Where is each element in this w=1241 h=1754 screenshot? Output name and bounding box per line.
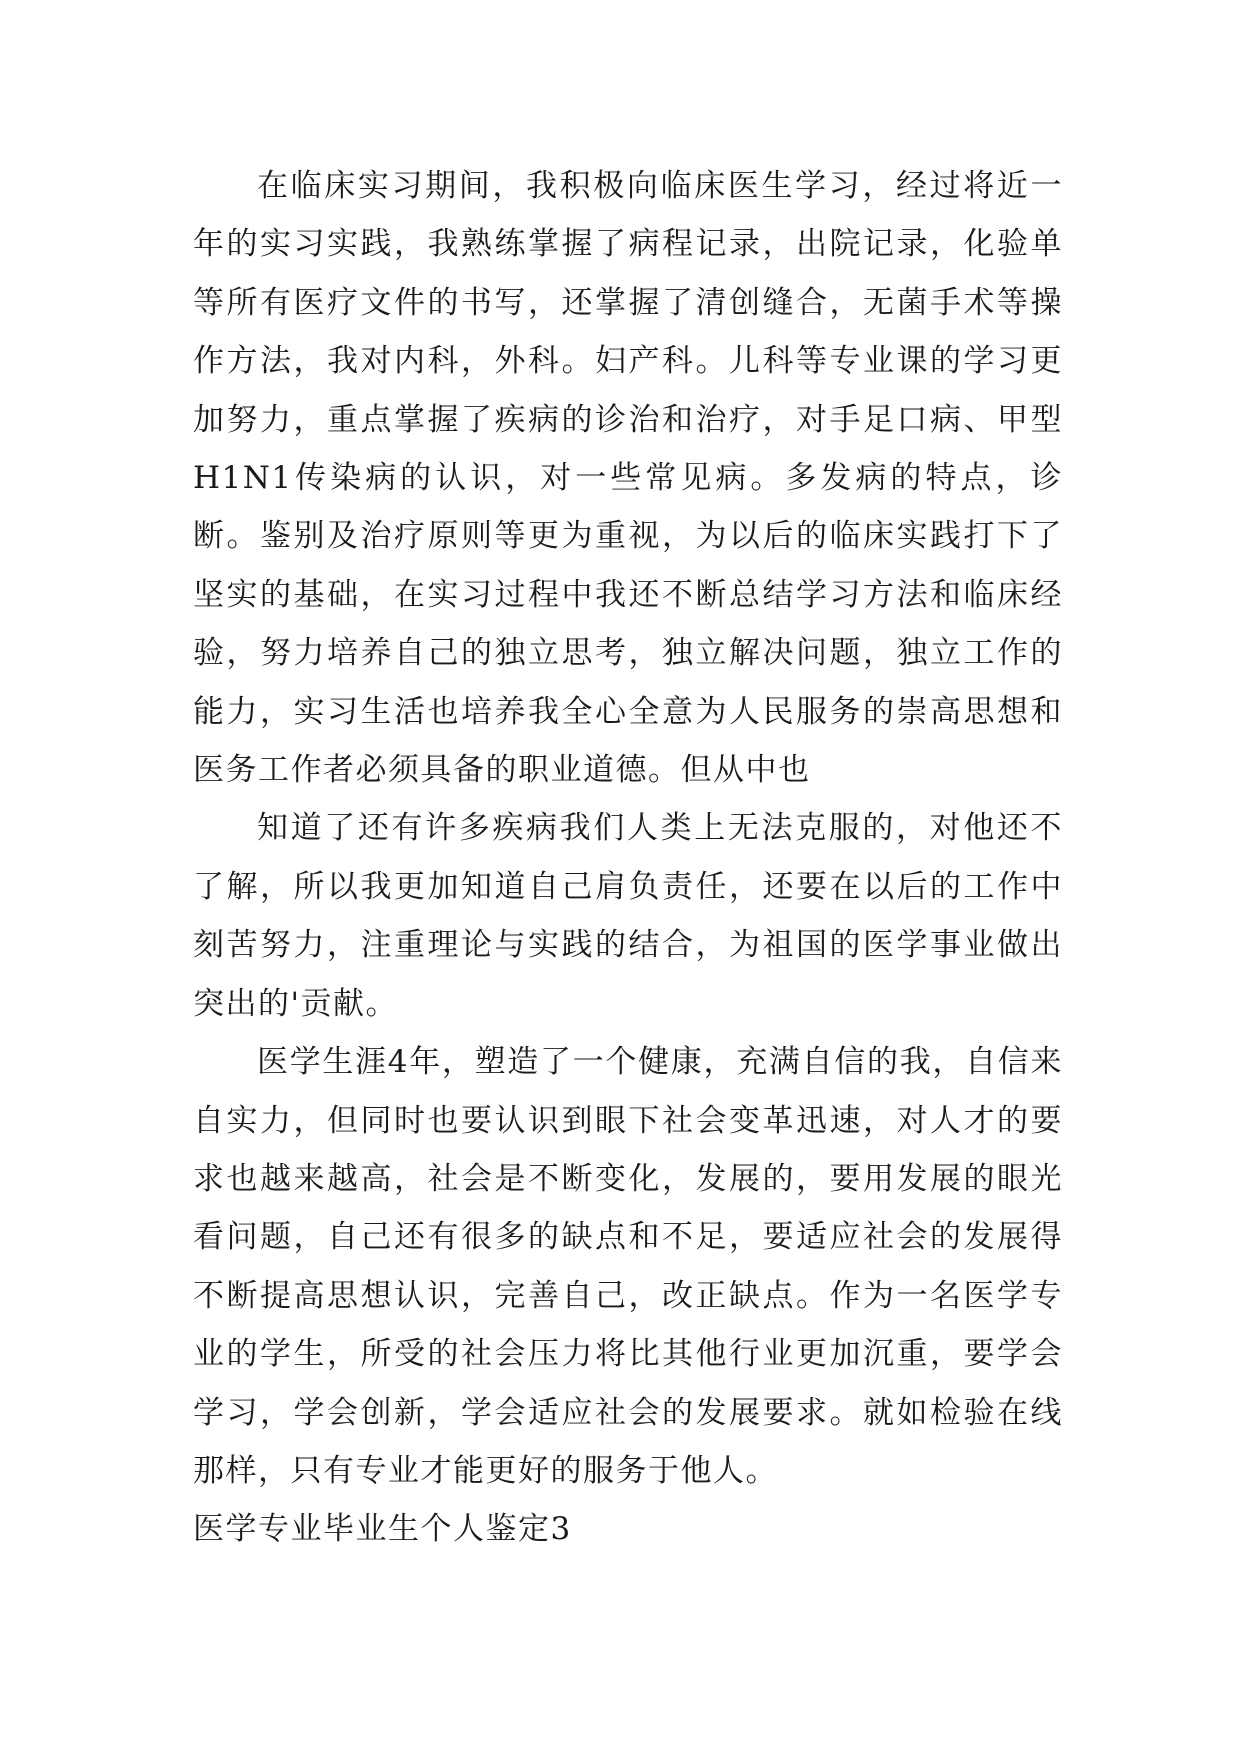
paragraph-career: 医学生涯4年，塑造了一个健康，充满自信的我，自信来自实力，但同时也要认识到眼下社会变革迅速，对人才的要求也越来越高，社会是不断变化，发展的，要用发展的眼光看问题，自己还有很多的缺点和不足，要适应社会的发展得不断提高思想认识，完善自己，改正缺点。作为一名医学专业的学生，所受的社会压力将比其他行业更加沉重，要学会学习，学会创新，学会适应社会的发展要求。就如检验在线那样，只有专业才能更好的服务于他人。 (193, 1044, 1063, 1489)
paragraph-internship: 在临床实习期间，我积极向临床医生学习，经过将近一年的实习实践，我熟练掌握了病程记录，出院记录，化验单等所有医疗文件的书写，还掌握了清创缝合，无菌手术等操作方法，我对内科，外科。妇产科。儿科等专业课的学习更加努力，重点掌握了疾病的诊治和治疗，对手足口病、甲型H1N1传染病的认识，对一些常见病。多发病的特点，诊断。鉴别及治疗原则等更为重视，为以后的临床实践打下了坚实的基础，在实习过程中我还不断总结学习方法和临床经验，努力培养自己的独立思考，独立解决问题，独立工作的能力，实习生活也培养我全心全意为人民服务的崇高思想和医务工作者必须具备的职业道德。但从中也 (193, 168, 1063, 789)
document-body (193, 157, 1063, 1559)
section-heading: 医学专业毕业生个人鉴定3 (193, 1511, 572, 1548)
paragraph-responsibility: 知道了还有许多疾病我们人类上无法克服的，对他还不了解，所以我更加知道自己肩负责任，还要在以后的工作中刻苦努力，注重理论与实践的结合，为祖国的医学事业做出突出的'贡献。 (193, 810, 1063, 1022)
